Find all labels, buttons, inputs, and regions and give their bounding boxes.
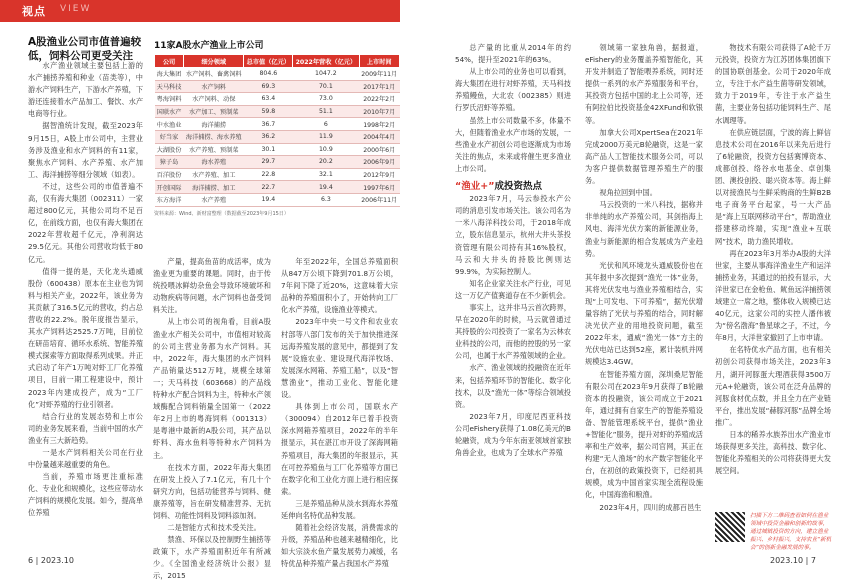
table-header-cell: 上市时间: [359, 55, 399, 68]
paragraph: 事实上，这并非马云首次跨界，早在2020年的时候，马云就曾通过其持股的公司投资了一家名为云林农业科技的公司，而他的控股的另一家公司，也属于水产养殖领域的企业。: [455, 302, 571, 361]
companies-table: [154, 54, 400, 207]
section-banner: [0, 0, 400, 22]
paragraph: 水产、渔业领域的投融资在近年来，包括养殖环节的智能化、数字化技术，以及“渔光一体”等综合领域投资。: [455, 363, 571, 409]
table-header-cell: 2022年营收（亿元）: [293, 55, 359, 68]
paragraph: 一是水产饲料相关公司在行业中份量越来越重要的角色。: [28, 448, 143, 470]
table-cell: 水产养殖、预制菜: [184, 143, 244, 156]
table-cell: 海水养殖: [184, 156, 244, 169]
page-number-left: 6 | 2023.10: [28, 556, 74, 565]
table-cell: 59.8: [244, 105, 293, 118]
table-row: [155, 156, 400, 169]
paragraph: 光伏和风环境龙头通威股份也在其年报中多次提到“渔光一体”业务，其将光伏发电与渔业养殖相结合，实现“上可发电、下可养殖”，据光伏增量容纳了光伏与养殖的结合，同时解决光伏产业的用地投资问题，截至2022年末，通威“渔光一体”方主的光伏电站已达到52座，累计装机并网规模达3.4GW。: [585, 260, 703, 367]
table-cell: 2009年11月: [359, 68, 399, 81]
paragraph: 从上市公司的视角看，目前A股渔业水产相关公司中，市值相对较高的公司主营业务都为水产饲料。其中，2022年，海大集团的水产饲料产品销量达512万吨，规模全球第一；天马科技（603668）的产品线特种水产配合饲料为主，特种水产领域酶配合饲料销量全国第一（2022年2月上市的粤海饲料（001313）是粤港中最新的A股公司，其产品以虾料、海水鱼料等特种水产饲料为主。: [153, 317, 271, 460]
table-cell: 海洋捕捞: [184, 118, 244, 131]
table-row: [155, 168, 400, 181]
table-cell: 29.7: [244, 156, 293, 169]
table-header-cell: 细分领域: [184, 55, 244, 68]
table-cell: 好当家: [155, 130, 184, 143]
paragraph: 总产量的比重从2014年的约54%，提升至2021年的63%。: [455, 43, 571, 65]
table-cell: 水产饲料、畜禽饲料: [184, 68, 244, 81]
section-heading-prefix: “渔业+”: [455, 181, 495, 193]
table-cell: 804.6: [244, 68, 293, 81]
qr-code-icon[interactable]: [715, 512, 745, 542]
table-cell: 东方海洋: [155, 193, 184, 206]
table-row: [155, 118, 400, 131]
paragraph: 二是智能方式和技术受关注。: [167, 523, 261, 533]
table-cell: 1998年2月: [359, 118, 399, 131]
table-cell: 1047.2: [293, 68, 359, 81]
table-cell: 20.2: [293, 156, 359, 169]
page-number-right: 2023.10 | 7: [770, 556, 816, 565]
paragraph: 视角拉回到中国。: [599, 188, 657, 198]
paragraph: 随着社会经济发展，消费需求的升级，养殖品种也越来越精细化，比如大宗淡水鱼产量发展势力减缓，名特优品种养殖产量占我国水产养殖: [281, 523, 398, 569]
table-cell: 10.9: [293, 143, 359, 156]
paragraph: 虽然上市公司数量不多，体量不大，但随着渔业水产市场的发展，一些渔业水产初创公司也逐渐成为市场关注的焦点，未来或将催生更多渔业上市公司。: [455, 115, 571, 173]
paragraph: 不过，这些公司的市值普遍不高，仅有海大集团（002311）一家超过800亿元，其他公司均不足百亿，在前线方面，也仅有海大集团在2022年营收超千亿元，净利润达29.5亿元。其他公司营收均低于80亿元。: [28, 181, 144, 264]
table-cell: 水产饲料、动保: [184, 93, 244, 106]
table-row: [155, 130, 400, 143]
table-row: [155, 93, 400, 106]
paragraph: 在名特优水产品方面，也有相关初创公司获得市场关注，2023年3月，湖开河豚蛋大理酒获得3500万元A+轮融资，该公司在泛舟品牌的河豚食材优点数，并且全力在产业链平台，推出发展“赫豚河豚”品牌全场推广。: [715, 345, 831, 427]
table-cell: 22.8: [244, 168, 293, 181]
paragraph: 当前，养殖市场更注重标准化、专业化和规模化，这些应带动水产饲料的规模化发展。如今，提高单位养殖: [28, 472, 144, 518]
table-cell: 6: [293, 118, 359, 131]
table-cell: 36.7: [244, 118, 293, 131]
table-cell: 开创国际: [155, 181, 184, 194]
column-1: [28, 60, 143, 560]
paragraph: 年至2022年，全国总养殖面积从847万公顷下降到701.8万公顷，7年间下降了近20%，这意味着大宗品种的养殖面积小了，开始转向工厂化水产养殖，设施渔业等模式。: [281, 257, 398, 315]
top-bar: [0, 0, 850, 22]
paragraph: 在技术方面，2022年海大集团在研发上投入了7.1亿元，有几十个研究方向，包括功能营养与饲料、健康养殖等，旨在研发精准营养、无抗饲料、功能性饲料及饲料添加剂。: [153, 462, 271, 520]
table-cell: 19.4: [293, 181, 359, 194]
table-row: [155, 181, 400, 194]
table-cell: 22.7: [244, 181, 293, 194]
column-6: [715, 42, 831, 512]
paragraph: 日本的稀养水族养出水产渔业市场获得更多关注，高科技、数字化、智能化养殖相关的公司将获得更大发展空间。: [715, 430, 831, 476]
column-3: [281, 256, 398, 569]
table-cell: 百洋股份: [155, 168, 184, 181]
companies-table-block: [154, 38, 400, 217]
section-label: 视点: [22, 5, 46, 18]
table-cell: 水产加工、预制菜: [184, 105, 244, 118]
paragraph: 2023年7月，印度尼西亚科技公司eFishery获得了1.08亿美元的B轮融资，成为今年东南亚领域首家独角兽企业，也成为了全球水产养殖: [455, 411, 571, 458]
paragraph: 在智能养殖方面，深圳桑尼智能有限公司在2023年9月获得了B轮融资本的投融资，该公司成立于2021年，通过拥有自家生产的智能养殖设备、智能管理系统平台，提供“渔业+智能化”服务，提升对虾的养殖成活率和生产效率，据公司官网，其正在构建“无人渔场”的水产数字智能化平台，在初创的政策投资下，已经初具规模，成为中国首家实现全流程设施化，中国海渔和粮渔。: [585, 369, 703, 500]
table-row: [155, 105, 400, 118]
paragraph: 再在2023年3月举办A股的大洋世家，主要从事海洋渔业生产和运洋捕捞业务，其通过的拍投有显示，大洋世家已在金枪鱼、鱿鱼远洋捕捞领域建立一席之地，整体收入规模已达40亿元，这家公司的实控人潘伟被为“傍名渤海”鲁星球之子，不过，今年8月，大洋世家撤回了上市申请。: [715, 248, 831, 343]
paragraph: 加拿大公司XpertSea在2021年完成2000万美元B轮融资，这是一家高产品人工智能技术服务公司，可以为客户提供数据管理养殖生产的服务。: [585, 127, 703, 186]
table-cell: 32.1: [293, 168, 359, 181]
table-row: [155, 80, 400, 93]
paragraph: 产量，提高鱼苗的成活率，成为渔业更为重要的课题。同时，由于传统投喂冰鲜幼杂鱼会导致环境破坏和动物疾病等问题，水产饲料也备受饲料关注。: [153, 257, 271, 315]
table-cell: 水产养殖: [184, 193, 244, 206]
paragraph: 具体到上市公司，国联水产（300094）自2012年已着手投资深水网箱养殖项目，2022年的半年报显示，其在湛江市开设了深海网箱养殖项目，海大集团的年报显示，其在可控养殖鱼与工厂化养殖等方面已在数字化和工业化方面上进行相应探索。: [281, 402, 398, 496]
paragraph: 水产渔业领域主要包括上游的水产捕捞养殖和种业（苗类等），中游水产饲料生产，下游水产养殖，下游还连接着水产品加工、餐饮、水产电商等行业。: [28, 61, 144, 119]
table-cell: 2006年11月: [359, 193, 399, 206]
paragraph: 2023年中央一号文件和农业农村部等八部门发布的关于加快推进深远海养殖发展的意见中，都提到了发展“设施农业、建设现代海洋牧场、发展深水网箱、养殖工船”，以及“智慧渔业”，推动工业化、智能化建设。: [281, 317, 398, 400]
table-cell: 中水渔业: [155, 118, 184, 131]
table-cell: 海大集团: [155, 68, 184, 81]
section-heading: [455, 181, 571, 193]
table-cell: 51.1: [293, 105, 359, 118]
table-cell: 海洋捕捞、加工: [184, 181, 244, 194]
table-row: [155, 143, 400, 156]
table-cell: 2017年1月: [359, 80, 399, 93]
table-cell: 海洋捕捞、海水养殖: [184, 130, 244, 143]
table-cell: 6.3: [293, 193, 359, 206]
column-5: [585, 42, 703, 560]
table-cell: 73.0: [293, 93, 359, 106]
table-cell: 1997年6月: [359, 181, 399, 194]
qr-note: 扫描下方二维码查看如何在渔业领域中投资金融和创新的故事，通过城镇投资的方向，建立渔业振兴、乡村振兴，支持农业“新机会”的创新金融发展的事。: [750, 513, 832, 551]
table-header-cell: 总市值（亿元）: [244, 55, 293, 68]
paragraph: 领域第一家独角兽，据报道，eFishery的业务覆盖养殖智能化，其开发并制造了智能喂养系统，同时还提供一系列的水产养殖服务和平台，其投资方包括中国的北上公司等，还有阿拉伯比投资基金42XFund和软银等。: [585, 43, 703, 125]
paragraph: 知名企业家关注水产行业，可见这一万亿产值赛道存在不少新机会。: [455, 278, 571, 300]
paragraph: 结合行业的发展态势和上市公司的业务发展来看，当前中国的水产渔业有三大新趋势。: [28, 411, 144, 445]
table-cell: 2010年7月: [359, 105, 399, 118]
table-row: [155, 193, 400, 206]
table-cell: 11.9: [293, 130, 359, 143]
table-cell: 国联水产: [155, 105, 184, 118]
table-source: 资料来源：Wind、新财富整理（数据截至2023年9月15日）: [154, 210, 289, 217]
section-label-en: VIEW: [60, 4, 92, 14]
table-cell: 70.1: [293, 80, 359, 93]
table-header-cell: 公司: [155, 55, 184, 68]
table-cell: 2006年9月: [359, 156, 399, 169]
paragraph: 2023年4月，四川的成都百邑生: [599, 502, 702, 512]
table-cell: 獐子岛: [155, 156, 184, 169]
column-2: [153, 256, 271, 581]
paragraph: 禁渔、环保以及控制野生捕捞等政策下，水产养殖面积近年有所减少。《全国渔业经济统计公报》显示，2015: [153, 535, 271, 581]
table-header-row: [155, 55, 400, 68]
table-row: [155, 68, 400, 81]
table-cell: 19.4: [244, 193, 293, 206]
section-heading-title: 成投资热点: [494, 181, 542, 193]
paragraph: 三是养殖品种从淡水到海水养殖延伸向名特优品种发展。: [281, 498, 398, 520]
table-title: 11家A股水产渔业上市公司: [154, 41, 264, 51]
table-cell: 2022年2月: [359, 93, 399, 106]
table-cell: 水产养殖、加工: [184, 168, 244, 181]
column-4: [455, 42, 571, 560]
table-cell: 30.1: [244, 143, 293, 156]
table-cell: 2000年6月: [359, 143, 399, 156]
table-cell: 粤海饲料: [155, 93, 184, 106]
paragraph: 马云投资的一米八科技，据称并非单纯的水产养殖公司，其剑指海上风电、海洋光伏方案的新能源业务，渔业与新能源的相合发展成为产业趋势。: [585, 200, 703, 258]
paragraph: 从上市公司的业务也可以看到，海大集团在进行对虾养殖，天马科技养殖鳗鱼，大北农（002385）则进行罗氏沼虾等养殖。: [455, 67, 571, 113]
table-cell: 2012年9月: [359, 168, 399, 181]
paragraph: 值得一提的是，天化龙头通威股份（600438）原本在主业也为饲料与相关产业，2022年，该业务为其贡献了316.5亿元的营收，约占总营收的22.2%。脱年度报告显示，其水产饲料达2525.7万吨，目前位在研苗培育、循环水系统、智能养殖模式探索等方面取得系列成果。并正式启动了年产1万吨对虾工厂化养殖项目，目前一期工程建设中，预计2023年内建成投产，成为“工厂化”对虾养殖的行业引领者。: [28, 266, 144, 409]
table-cell: 36.2: [244, 130, 293, 143]
paragraph: 物技术有限公司获得了A轮千万元投资，投资方为江苏团体集团旗下的国协联创基金。公司于2020年成立，专注于水产益生菌等研发领域，致力于2019年，专注于水产益生菌，主要业务包括功能饲料生产、尾水调理等。: [715, 43, 831, 125]
table-cell: 大湖股份: [155, 143, 184, 156]
paragraph: 2023年7月，马云参投水产公司的消息引发市场关注。该公司名为一米八海洋科技公司，于2018年成立，股东信息显示，杭州大井头茶投资管理有限公司持有其16%股权，马云和大井头的持股比例则达99.9%，为实际控制人。: [455, 194, 571, 276]
paragraph: 据智渔统计发现，截至2023年9月15日，A股上市公司中，主营业务涉及渔业和水产饲料的有11家，聚焦水产饲料、水产养殖、水产加工、海洋捕捞等细分领域（如表）。: [28, 121, 143, 179]
table-cell: 水产饲料: [184, 80, 244, 93]
table-cell: 2004年4月: [359, 130, 399, 143]
table-cell: 天马科技: [155, 80, 184, 93]
table-cell: 69.3: [244, 80, 293, 93]
article-headline: A股渔业公司市值普遍较低，饲料公司更受关注: [28, 36, 142, 62]
table-cell: 63.4: [244, 93, 293, 106]
paragraph: 在供应链层面，宁波的海上鲜信息技术公司在2016年以来先后进行了6轮融资，投资方包括赛博资本、成都创投、络谷水电基金、卓创集团、澳投创投、聪兴资本等。海上鲜以对接渔民与生鲜采购商的生鲜B2B电子商务平台起家，号一大产品是“海上互联网移动平台”，帮助渔业搭建移动终端，实现“渔业+互联网”技术，助力渔民增收。: [715, 127, 831, 246]
